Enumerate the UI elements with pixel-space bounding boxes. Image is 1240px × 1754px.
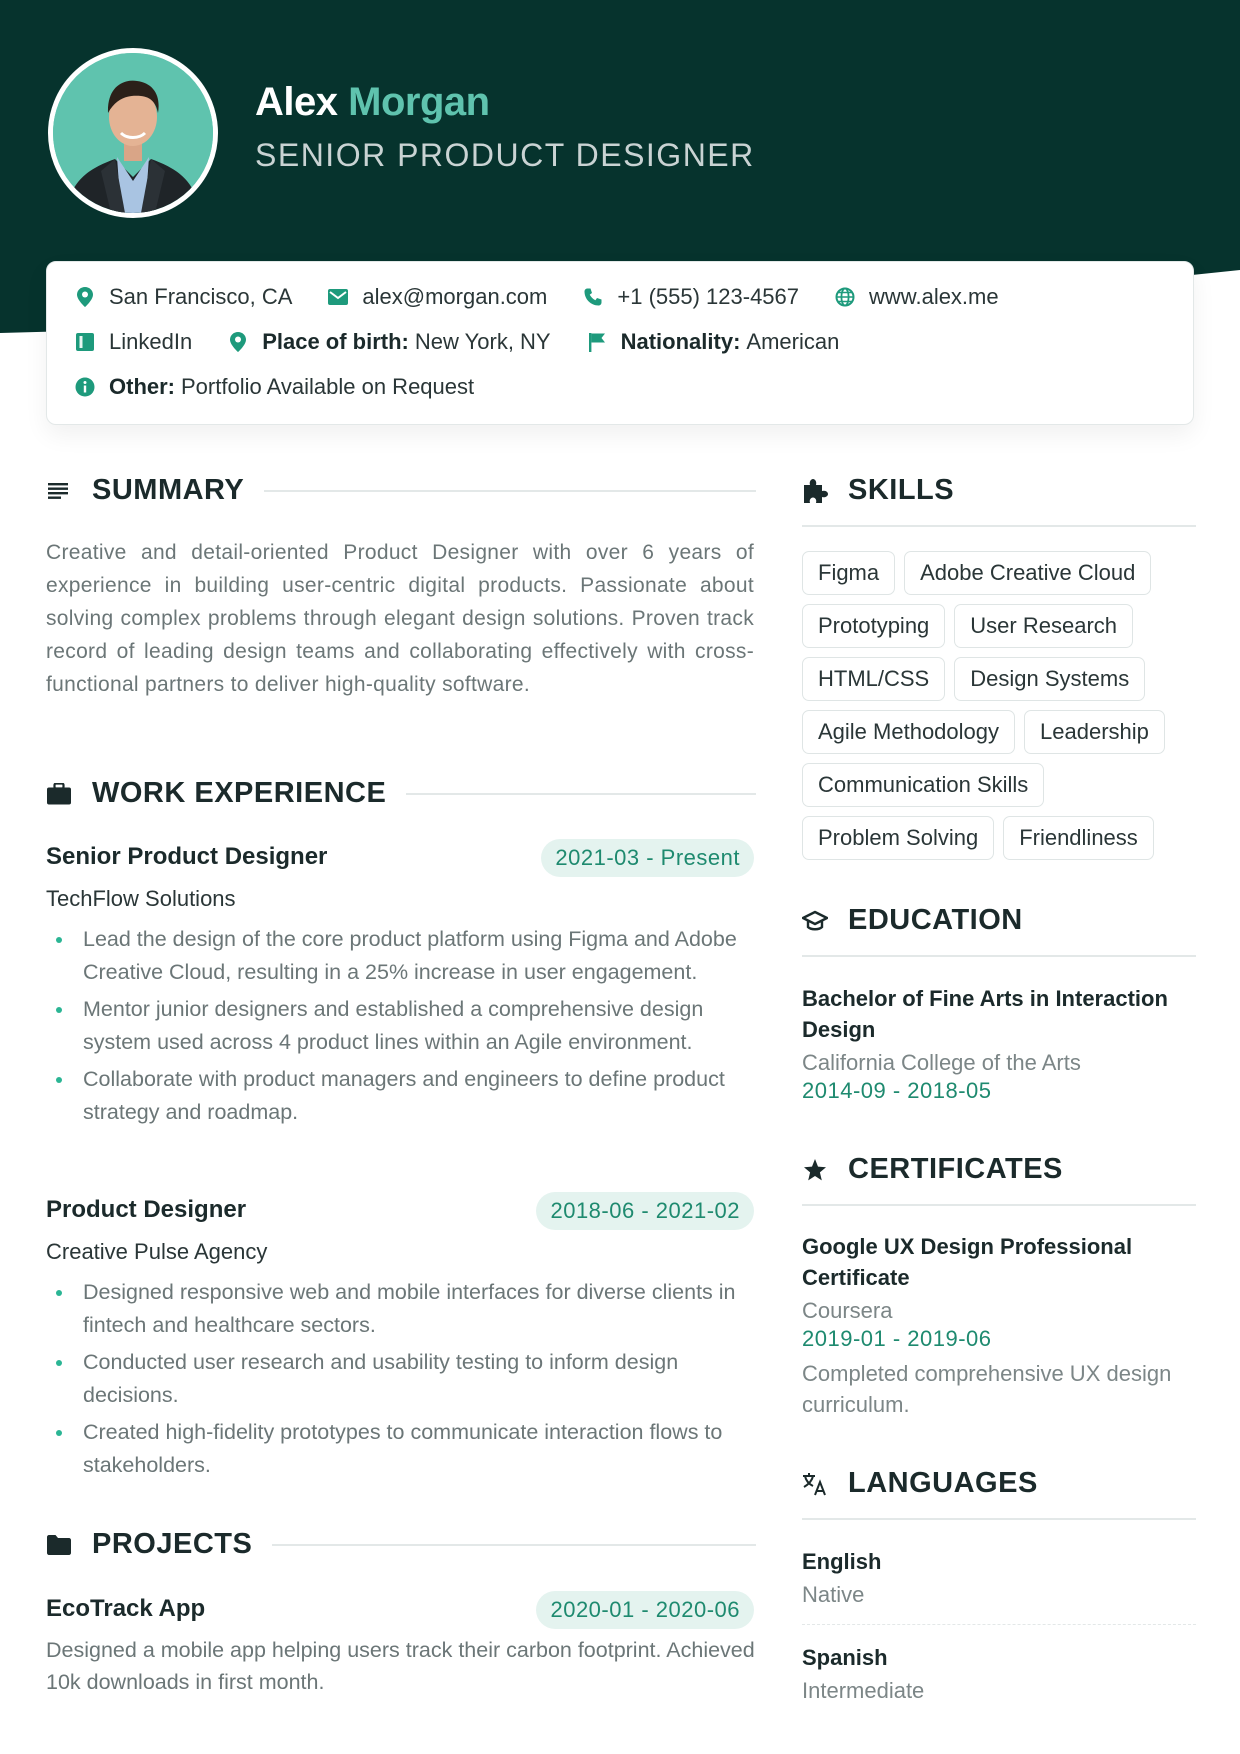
globe-icon (835, 287, 855, 307)
contact-row (75, 284, 1035, 310)
project-description: Designed a mobile app helping users track their carbon footprint. Achieved 10k downloads in first month. (46, 1638, 755, 1694)
phone-text[interactable]: +1 (555) 123-4567 (617, 284, 800, 309)
email-icon (328, 287, 348, 307)
skills-heading (802, 474, 954, 507)
website-text[interactable]: www.alex.me (869, 284, 999, 309)
phone-icon (583, 287, 603, 307)
job-date-badge: 2021-03 - Present (541, 839, 754, 877)
heading-divider (406, 793, 756, 795)
briefcase-icon (46, 781, 72, 807)
flag-icon (587, 332, 607, 352)
heading-divider (802, 955, 1196, 957)
certificate-issuer: Coursera (802, 1298, 893, 1323)
list-item: Collaborate with product managers and engineers to define product strategy and roadmap. (46, 1063, 758, 1128)
certificate-description: Completed comprehensive UX design curriculum. (802, 1361, 1172, 1417)
list-item: Conducted user research and usability testing to inform design decisions. (46, 1346, 758, 1411)
skills-title: SKILLS (848, 474, 955, 506)
profile-photo (53, 53, 213, 213)
contact-email[interactable] (328, 284, 547, 310)
job-date-badge: 2018-06 - 2021-02 (536, 1192, 754, 1230)
location-text: San Francisco, CA (109, 284, 293, 309)
translate-icon (802, 1471, 828, 1497)
list-item: Lead the design of the core product platform using Figma and Adobe Creative Cloud, resulting in a 25% increase in user engagement. (46, 923, 758, 988)
job-bullets (46, 923, 758, 1133)
list-item: Designed responsive web and mobile interfaces for diverse clients in fintech and healthcare sectors. (46, 1276, 758, 1341)
job-role: SENIOR PRODUCT DESIGNER (255, 137, 755, 173)
heading-divider (802, 1518, 1196, 1520)
heading-divider (802, 1204, 1196, 1206)
contact-birthplace (228, 329, 550, 355)
languages-heading (802, 1467, 1038, 1500)
first-name: Alex (255, 80, 338, 124)
education-heading (802, 904, 1023, 937)
certificates-heading (802, 1153, 1063, 1186)
skill-tag: Friendliness (1003, 816, 1154, 860)
certificates-title: CERTIFICATES (848, 1153, 1063, 1185)
job-company: TechFlow Solutions (46, 886, 236, 911)
job-title: Product Designer (46, 1196, 247, 1223)
language-divider (802, 1624, 1196, 1625)
school-name: California College of the Arts (802, 1050, 1081, 1075)
skill-tag: Communication Skills (802, 763, 1044, 807)
list-item: Mentor junior designers and established a comprehensive design system used across 4 product lines within an Agile environment. (46, 993, 758, 1058)
email-text[interactable]: alex@morgan.com (362, 284, 548, 309)
heading-divider (802, 525, 1196, 527)
contact-card (46, 261, 1194, 425)
degree-title: Bachelor of Fine Arts in Interaction Design (802, 986, 1168, 1042)
skill-tag: Leadership (1024, 710, 1165, 754)
skills-list (802, 551, 1202, 869)
contact-phone[interactable] (583, 284, 799, 310)
projects-title: PROJECTS (92, 1528, 253, 1560)
skill-tag: Problem Solving (802, 816, 994, 860)
education-dates: 2014-09 - 2018-05 (802, 1078, 992, 1103)
work-heading (46, 777, 756, 810)
contact-website[interactable] (835, 284, 999, 310)
skill-tag: Agile Methodology (802, 710, 1015, 754)
folder-icon (46, 1532, 72, 1558)
nationality-value: American (746, 329, 840, 354)
other-value: Portfolio Available on Request (181, 374, 475, 399)
avatar (48, 48, 218, 218)
contact-linkedin[interactable] (75, 329, 192, 355)
contact-location (75, 284, 292, 310)
map-pin-icon (228, 332, 248, 352)
puzzle-icon (802, 478, 828, 504)
skill-tag: HTML/CSS (802, 657, 945, 701)
map-pin-icon (75, 287, 95, 307)
contact-row (75, 329, 875, 355)
language-name: English (802, 1549, 882, 1574)
language-level: Native (802, 1582, 865, 1607)
language-level: Intermediate (802, 1678, 925, 1703)
contact-other (75, 374, 474, 400)
summary-heading (46, 474, 756, 507)
education-title: EDUCATION (848, 904, 1023, 936)
linkedin-text[interactable]: LinkedIn (109, 329, 193, 354)
skill-tag: Prototyping (802, 604, 945, 648)
job-bullets (46, 1276, 758, 1486)
job-company: Creative Pulse Agency (46, 1239, 268, 1264)
lines-icon (46, 478, 72, 504)
nationality-label: Nationality: (620, 329, 741, 354)
contact-row (75, 374, 510, 400)
certificate-title: Google UX Design Professional Certificate (802, 1234, 1133, 1290)
heading-divider (272, 1544, 756, 1546)
skill-tag: Adobe Creative Cloud (904, 551, 1151, 595)
info-icon (75, 377, 95, 397)
list-item: Created high-fidelity prototypes to communicate interaction flows to stakeholders. (46, 1416, 758, 1481)
contact-nationality (587, 329, 840, 355)
summary-text: Creative and detail-oriented Product Designer with over 6 years of experience in building user-centric digital products. Passionate about solving complex problems through elegant design solutions. Proven track record of leading design teams and collaborating effectively with cross-functional partners to deliver high-quality software. (46, 541, 754, 696)
star-icon (802, 1157, 828, 1183)
birthplace-value: New York, NY (414, 329, 551, 354)
birthplace-label: Place of birth: (262, 329, 409, 354)
languages-title: LANGUAGES (848, 1467, 1038, 1499)
linkedin-icon (75, 332, 95, 352)
heading-divider (264, 490, 756, 492)
last-name: Morgan (348, 80, 490, 124)
skill-tag: Design Systems (954, 657, 1145, 701)
project-title: EcoTrack App (46, 1595, 206, 1622)
graduation-cap-icon (802, 908, 828, 934)
skill-tag: Figma (802, 551, 895, 595)
project-date-badge: 2020-01 - 2020-06 (536, 1591, 754, 1629)
other-label: Other: (109, 374, 175, 399)
skill-tag: User Research (954, 604, 1133, 648)
candidate-name (255, 80, 490, 125)
certificate-dates: 2019-01 - 2019-06 (802, 1326, 992, 1351)
job-title: Senior Product Designer (46, 843, 328, 870)
language-name: Spanish (802, 1645, 888, 1670)
projects-heading (46, 1528, 756, 1561)
summary-title: SUMMARY (92, 474, 245, 506)
work-title: WORK EXPERIENCE (92, 777, 387, 809)
